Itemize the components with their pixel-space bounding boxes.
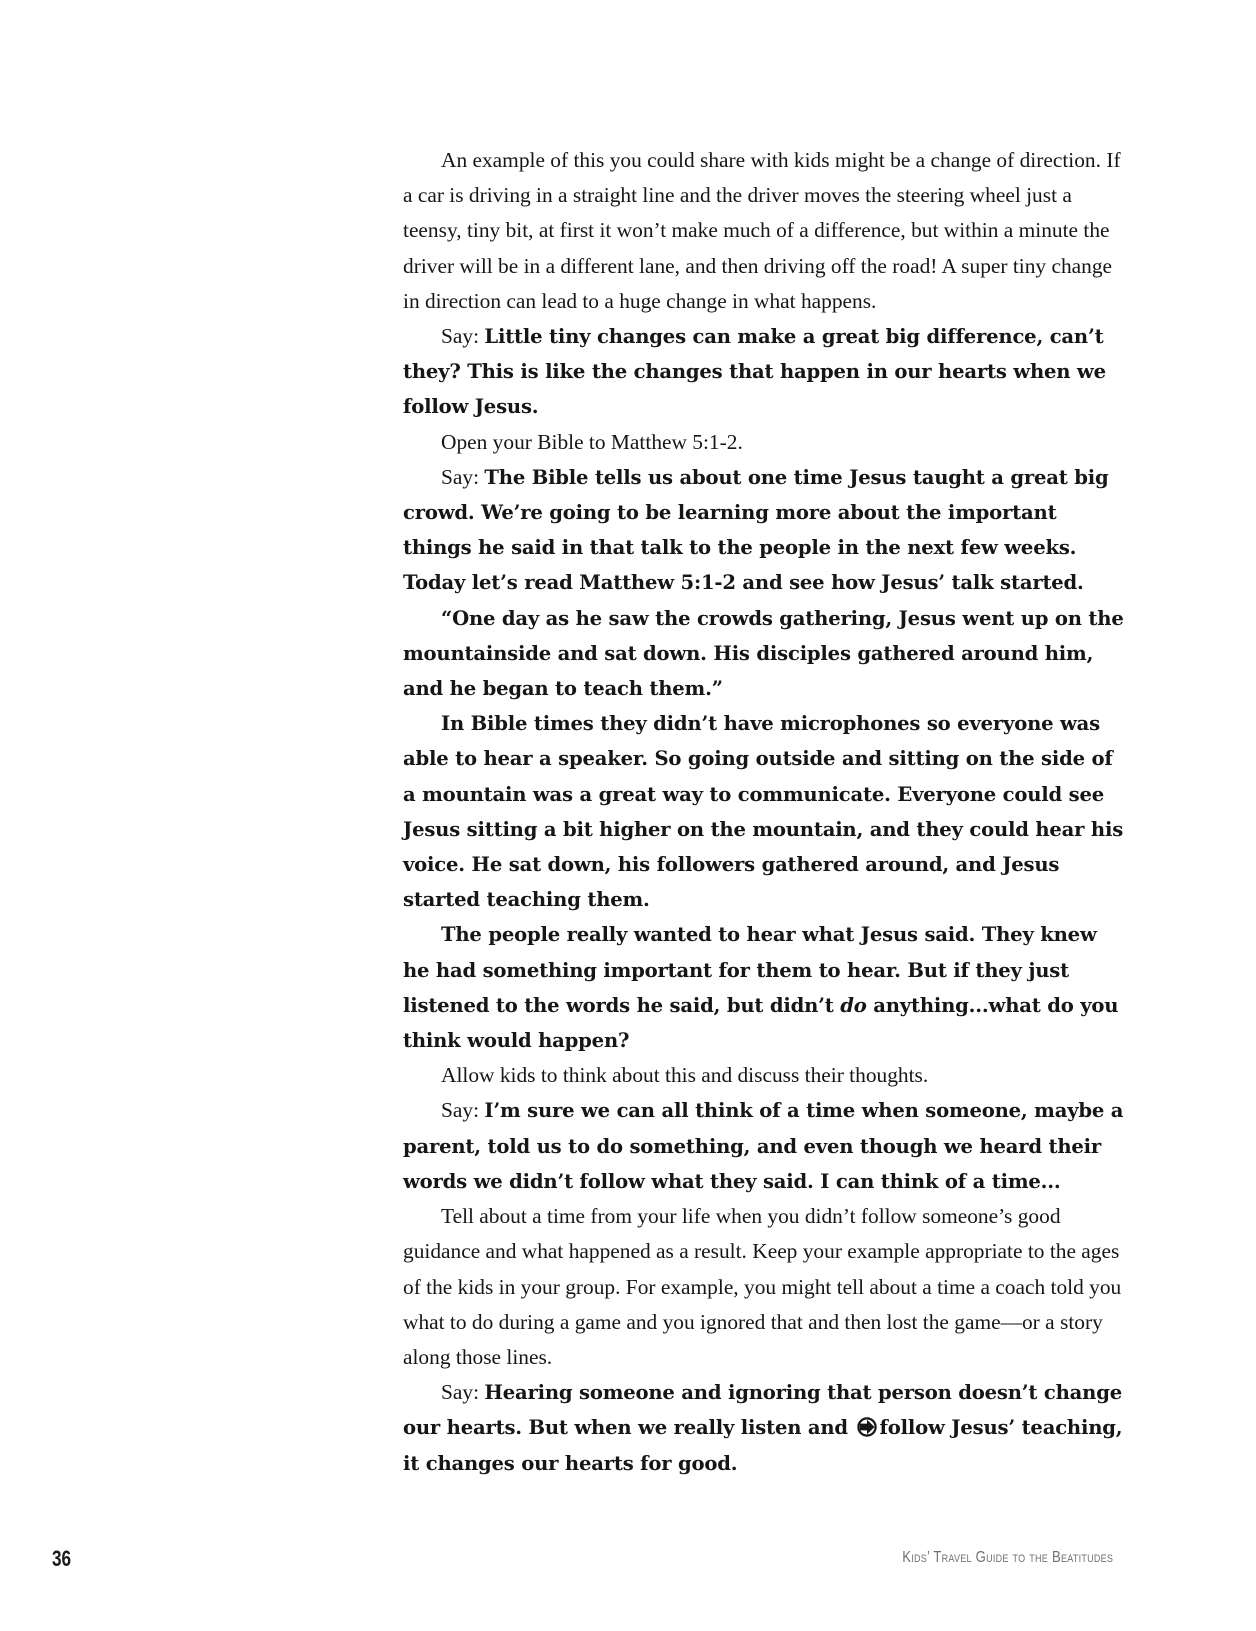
say-script: I’m sure we can all think of a time when someone, maybe a parent, told us to do something, and even though we heard their words we didn’t follow what they said. I can think of a time... [403,1099,1124,1193]
paragraph-say-im-sure [403,1093,1125,1199]
running-title: Kids’ Travel Guide to the Beatitudes [902,1549,1113,1566]
text-run: anything...what do you think would happen? [403,993,1119,1053]
paragraph-say-tiny-changes [403,319,1125,425]
say-label: Say: [441,1380,485,1405]
text-run: The people really wanted to hear what Jesus said. They knew he had something important for them to hear. But if they just listened to the words he said, but didn’t [403,923,1097,1017]
paragraph-open-bible: Open your Bible to Matthew 5:1-2. [441,429,743,454]
page-number: 36 [52,1546,72,1571]
paragraph-bible-times: In Bible times they didn’t have microphones so everyone was able to hear a speaker. So going outside and sitting on the side of a mountain was a great way to communicate. Everyone could see Jesus sitting a bit higher on the mountain, and they could hear his voice. He sat down, his followers gathered around, and Jesus started teaching them. [403,712,1124,912]
paragraph-say-hearing [403,1375,1125,1481]
paragraph-scripture-quote: “One day as he saw the crowds gathering, Jesus went up on the mountainside and sat down. His disciples gathered around him, and he began to teach them.” [403,606,1124,701]
say-label: Say: [441,324,485,349]
say-script: Hearing someone and ignoring that person doesn’t change our hearts. But when we really listen and [403,1381,1122,1440]
paragraph-tell-about: Tell about a time from your life when you didn’t follow someone’s good guidance and what happened as a result. Keep your example appropriate to the ages of the kids in your group. For example, you might tell about a time a coach told you what to do during a game and you ignored that and then lost the game—or a story along those lines. [403,1204,1122,1369]
say-label: Say: [441,1098,485,1123]
say-label: Say: [441,464,485,489]
say-script: Little tiny changes can make a great big difference, can’t they? This is like the changes that happen in our hearts when we follow Jesus. [403,325,1106,419]
paragraph-allow-kids: Allow kids to think about this and discuss their thoughts. [441,1063,929,1088]
follow-arrow-icon [857,1417,877,1437]
say-script: The Bible tells us about one time Jesus taught a great big crowd. We’re going to be learning more about the important things he said in that talk to the people in the next few weeks. Today let’s read Matthew 5:1-2 and see how Jesus’ talk started. [403,465,1109,595]
emphasis-do: do [840,993,867,1017]
say-script: follow Jesus’ teaching, it changes our hearts for good. [403,1416,1123,1475]
paragraph-people-wanted [403,917,1125,1058]
paragraph-say-bible-tells [403,460,1125,601]
body-text [403,143,1125,1481]
paragraph-direction-example: An example of this you could share with kids might be a change of direction. If a car is driving in a straight line and the driver moves the steering wheel just a teensy, tiny bit, at first it won’t make much of a difference, but within a minute the driver will be in a different lane, and then driving off the road! A super tiny change in direction can lead to a huge change in what happens. [403,148,1121,313]
